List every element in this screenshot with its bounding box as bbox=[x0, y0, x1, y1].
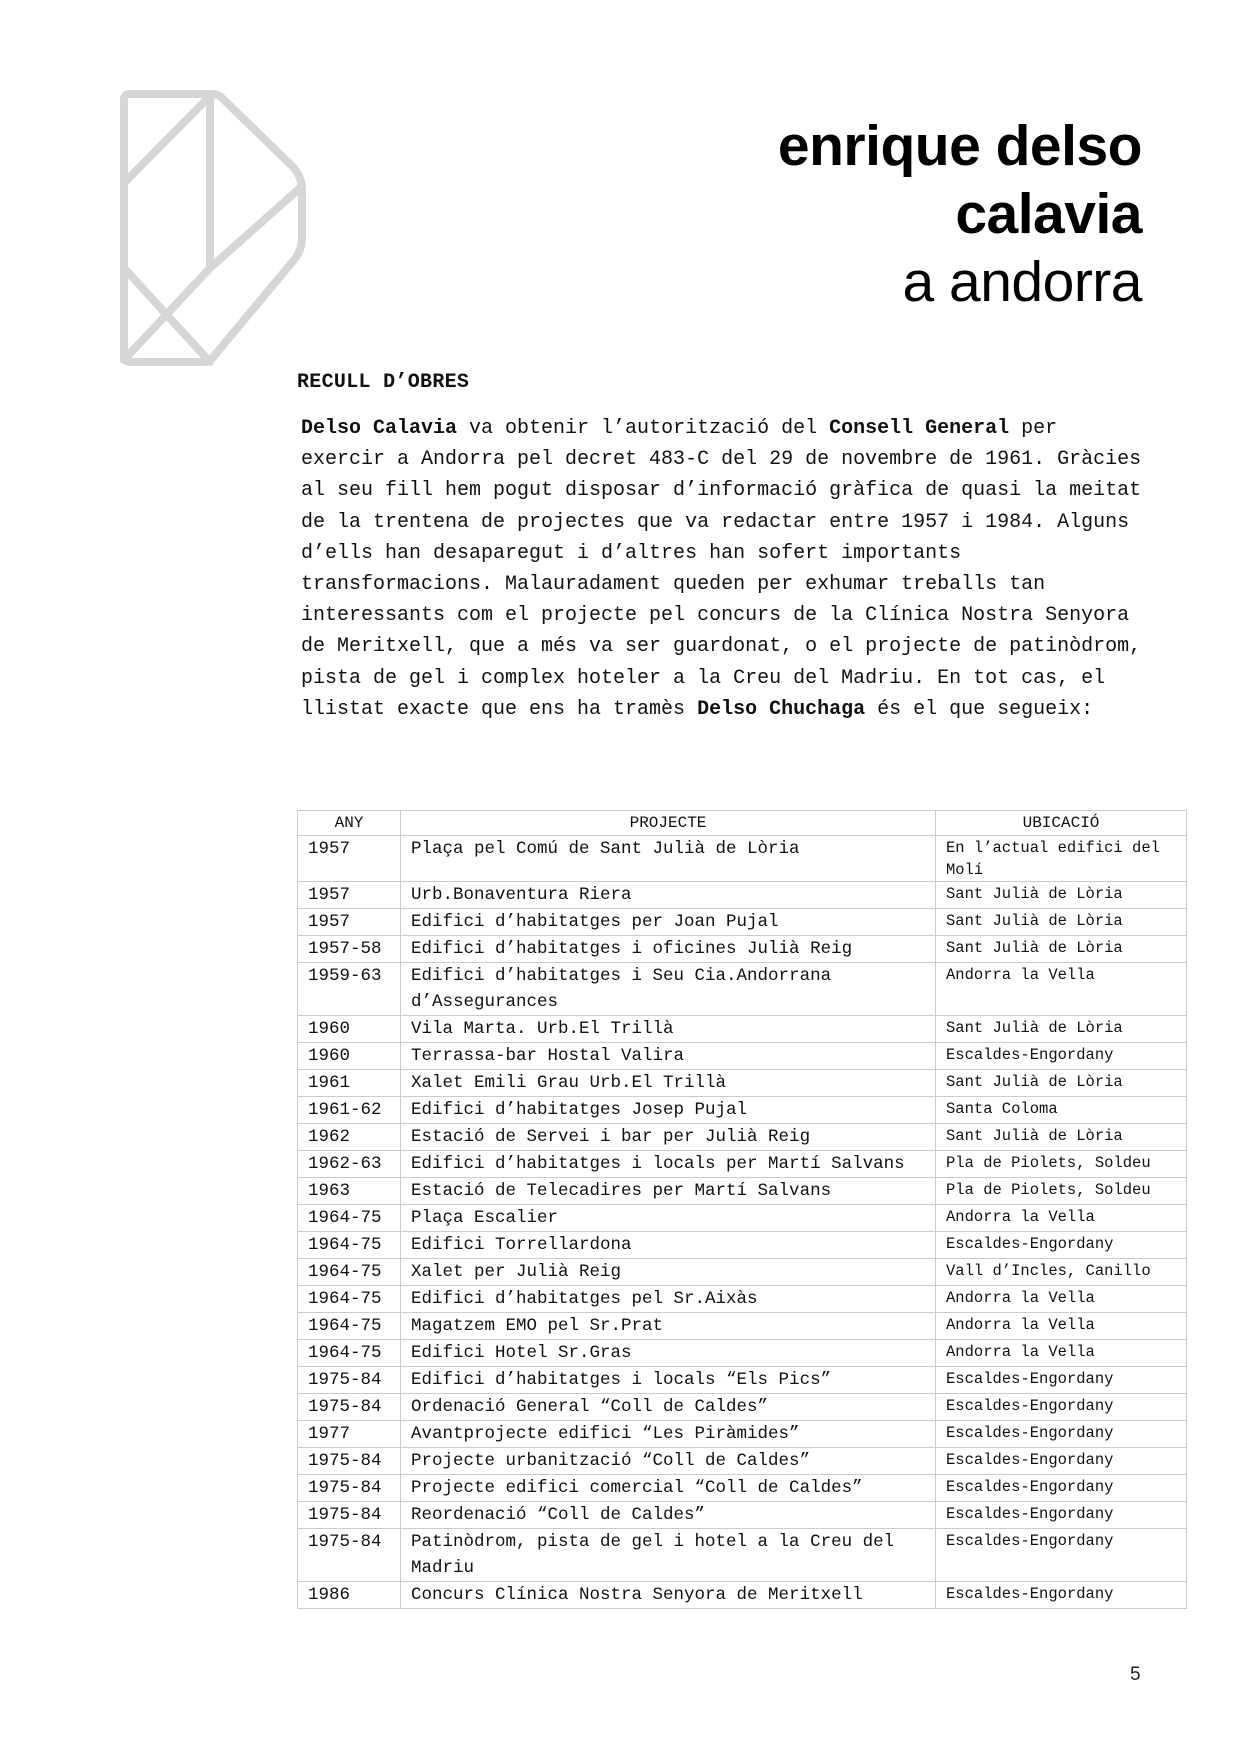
cell-location: Escaldes-Engordany bbox=[936, 1232, 1187, 1259]
cell-year: 1986 bbox=[298, 1582, 401, 1609]
cell-location: Andorra la Vella bbox=[936, 1313, 1187, 1340]
cell-year: 1975-84 bbox=[298, 1502, 401, 1529]
cell-location: Andorra la Vella bbox=[936, 963, 1187, 1016]
cell-year: 1957-58 bbox=[298, 936, 401, 963]
cell-location: Andorra la Vella bbox=[936, 1340, 1187, 1367]
table-header-row bbox=[298, 811, 1187, 836]
cell-year: 1957 bbox=[298, 836, 401, 882]
page-number: 5 bbox=[1130, 1664, 1141, 1685]
works-table-body bbox=[298, 836, 1187, 1609]
table-row bbox=[298, 909, 1187, 936]
table-row bbox=[298, 963, 1187, 1016]
table-row bbox=[298, 1367, 1187, 1394]
cell-project: Estació de Servei i bar per Julià Reig bbox=[401, 1124, 936, 1151]
table-row bbox=[298, 1097, 1187, 1124]
document-title bbox=[778, 112, 1142, 316]
cell-location: Santa Coloma bbox=[936, 1097, 1187, 1124]
cell-location: Escaldes-Engordany bbox=[936, 1448, 1187, 1475]
table-row bbox=[298, 1205, 1187, 1232]
intro-paragraph bbox=[301, 413, 1151, 725]
cell-project: Urb.Bonaventura Riera bbox=[401, 882, 936, 909]
cell-year: 1961 bbox=[298, 1070, 401, 1097]
table-row bbox=[298, 1232, 1187, 1259]
cell-location: Sant Julià de Lòria bbox=[936, 1124, 1187, 1151]
cell-year: 1964-75 bbox=[298, 1259, 401, 1286]
cell-project: Plaça Escalier bbox=[401, 1205, 936, 1232]
cell-year: 1964-75 bbox=[298, 1340, 401, 1367]
cell-year: 1962-63 bbox=[298, 1151, 401, 1178]
cell-project: Projecte urbanització “Coll de Caldes” bbox=[401, 1448, 936, 1475]
table-row bbox=[298, 1475, 1187, 1502]
column-header-year: ANY bbox=[298, 811, 401, 836]
cell-location: Escaldes-Engordany bbox=[936, 1043, 1187, 1070]
cell-year: 1960 bbox=[298, 1043, 401, 1070]
cell-year: 1975-84 bbox=[298, 1394, 401, 1421]
cell-location: Sant Julià de Lòria bbox=[936, 909, 1187, 936]
cell-project: Xalet Emili Grau Urb.El Trillà bbox=[401, 1070, 936, 1097]
cell-location: Sant Julià de Lòria bbox=[936, 882, 1187, 909]
table-row bbox=[298, 1070, 1187, 1097]
title-line-3: a andorra bbox=[902, 250, 1142, 314]
table-row bbox=[298, 936, 1187, 963]
cell-year: 1957 bbox=[298, 882, 401, 909]
intro-name-delso-calavia: Delso Calavia bbox=[301, 417, 458, 440]
cell-location: Pla de Piolets, Soldeu bbox=[936, 1178, 1187, 1205]
cell-location: En l’actual edifici del Molí bbox=[936, 836, 1187, 882]
cell-project: Concurs Clínica Nostra Senyora de Meritxell bbox=[401, 1582, 936, 1609]
column-header-project: PROJECTE bbox=[401, 811, 936, 836]
cell-project: Edifici Torrellardona bbox=[401, 1232, 936, 1259]
table-row bbox=[298, 1016, 1187, 1043]
cell-project: Plaça pel Comú de Sant Julià de Lòria bbox=[401, 836, 936, 882]
cell-year: 1977 bbox=[298, 1421, 401, 1448]
cell-location: Sant Julià de Lòria bbox=[936, 1070, 1187, 1097]
cell-year: 1964-75 bbox=[298, 1286, 401, 1313]
table-row bbox=[298, 1178, 1187, 1205]
cell-location: Escaldes-Engordany bbox=[936, 1367, 1187, 1394]
table-row bbox=[298, 1340, 1187, 1367]
cell-project: Edifici d’habitatges Josep Pujal bbox=[401, 1097, 936, 1124]
cell-location: Vall d’Incles, Canillo bbox=[936, 1259, 1187, 1286]
table-row bbox=[298, 1286, 1187, 1313]
cell-project: Ordenació General “Coll de Caldes” bbox=[401, 1394, 936, 1421]
cell-location: Escaldes-Engordany bbox=[936, 1421, 1187, 1448]
table-row bbox=[298, 1313, 1187, 1340]
intro-text-2: per exercir a Andorra pel decret 483-C del 29 de novembre de 1961. Gràcies al seu fill hem pogut disposar d’informació gràfica de quasi la meitat de la trentena de projectes que va redactar entre 1957 i 1984. Alguns d’ells han desaparegut i d’altres han sofert importants transformacions. Malauradament queden per exhumar treballs tan interessants com el projecte pel concurs de la Clínica Nostra Senyora de Meritxell, que a més va ser guardonat, o el projecte de patinòdrom, pista de gel i complex hoteler a la Creu del Madriu. En tot cas, el llistat exacte que ens ha tramès bbox=[301, 417, 1142, 721]
cell-project: Estació de Telecadires per Martí Salvans bbox=[401, 1178, 936, 1205]
column-header-location: UBICACIÓ bbox=[936, 811, 1187, 836]
cell-location: Andorra la Vella bbox=[936, 1286, 1187, 1313]
cell-project: Edifici d’habitatges i oficines Julià Reig bbox=[401, 936, 936, 963]
works-table bbox=[297, 810, 1187, 1609]
cell-year: 1963 bbox=[298, 1178, 401, 1205]
cell-location: Escaldes-Engordany bbox=[936, 1394, 1187, 1421]
cell-year: 1957 bbox=[298, 909, 401, 936]
cell-project: Magatzem EMO pel Sr.Prat bbox=[401, 1313, 936, 1340]
cell-location: Escaldes-Engordany bbox=[936, 1502, 1187, 1529]
intro-text-3: és el que segueix: bbox=[865, 697, 1094, 721]
table-row bbox=[298, 882, 1187, 909]
table-row bbox=[298, 1582, 1187, 1609]
cell-year: 1964-75 bbox=[298, 1313, 401, 1340]
cell-project: Reordenació “Coll de Caldes” bbox=[401, 1502, 936, 1529]
cell-project: Patinòdrom, pista de gel i hotel a la Creu del Madriu bbox=[401, 1529, 936, 1582]
cell-year: 1975-84 bbox=[298, 1448, 401, 1475]
cell-year: 1962 bbox=[298, 1124, 401, 1151]
cell-year: 1961-62 bbox=[298, 1097, 401, 1124]
cell-year: 1959-63 bbox=[298, 963, 401, 1016]
table-row bbox=[298, 1529, 1187, 1582]
cell-project: Edifici d’habitatges pel Sr.Aixàs bbox=[401, 1286, 936, 1313]
table-row bbox=[298, 1124, 1187, 1151]
table-row bbox=[298, 1043, 1187, 1070]
section-heading: RECULL D’OBRES bbox=[297, 371, 470, 394]
cell-project: Edifici d’habitatges i locals “Els Pics” bbox=[401, 1367, 936, 1394]
cell-project: Edifici Hotel Sr.Gras bbox=[401, 1340, 936, 1367]
cell-project: Edifici d’habitatges per Joan Pujal bbox=[401, 909, 936, 936]
cell-location: Escaldes-Engordany bbox=[936, 1529, 1187, 1582]
cell-project: Edifici d’habitatges i locals per Martí Salvans bbox=[401, 1151, 936, 1178]
table-row bbox=[298, 1502, 1187, 1529]
table-row bbox=[298, 1421, 1187, 1448]
cell-location: Andorra la Vella bbox=[936, 1205, 1187, 1232]
intro-name-consell-general: Consell General bbox=[829, 417, 1010, 440]
cell-location: Escaldes-Engordany bbox=[936, 1582, 1187, 1609]
title-line-2: calavia bbox=[955, 182, 1142, 246]
cell-location: Sant Julià de Lòria bbox=[936, 1016, 1187, 1043]
cell-year: 1964-75 bbox=[298, 1205, 401, 1232]
table-row bbox=[298, 836, 1187, 882]
cell-year: 1964-75 bbox=[298, 1232, 401, 1259]
logo-icon bbox=[118, 88, 314, 370]
cell-project: Avantprojecte edifici “Les Piràmides” bbox=[401, 1421, 936, 1448]
intro-name-delso-chuchaga: Delso Chuchaga bbox=[697, 697, 866, 721]
cell-project: Xalet per Julià Reig bbox=[401, 1259, 936, 1286]
cell-year: 1975-84 bbox=[298, 1475, 401, 1502]
cell-project: Projecte edifici comercial “Coll de Caldes” bbox=[401, 1475, 936, 1502]
title-line-1: enrique delso bbox=[777, 114, 1142, 178]
table-row bbox=[298, 1448, 1187, 1475]
cell-year: 1975-84 bbox=[298, 1529, 401, 1582]
cell-location: Escaldes-Engordany bbox=[936, 1475, 1187, 1502]
cell-location: Pla de Piolets, Soldeu bbox=[936, 1151, 1187, 1178]
table-row bbox=[298, 1151, 1187, 1178]
cell-year: 1975-84 bbox=[298, 1367, 401, 1394]
table-row bbox=[298, 1259, 1187, 1286]
cell-project: Terrassa-bar Hostal Valira bbox=[401, 1043, 936, 1070]
cell-year: 1960 bbox=[298, 1016, 401, 1043]
cell-location: Sant Julià de Lòria bbox=[936, 936, 1187, 963]
intro-text-1: va obtenir l’autorització del bbox=[457, 417, 830, 440]
cell-project: Edifici d’habitatges i Seu Cia.Andorrana d’Assegurances bbox=[401, 963, 936, 1016]
cell-project: Vila Marta. Urb.El Trillà bbox=[401, 1016, 936, 1043]
table-row bbox=[298, 1394, 1187, 1421]
